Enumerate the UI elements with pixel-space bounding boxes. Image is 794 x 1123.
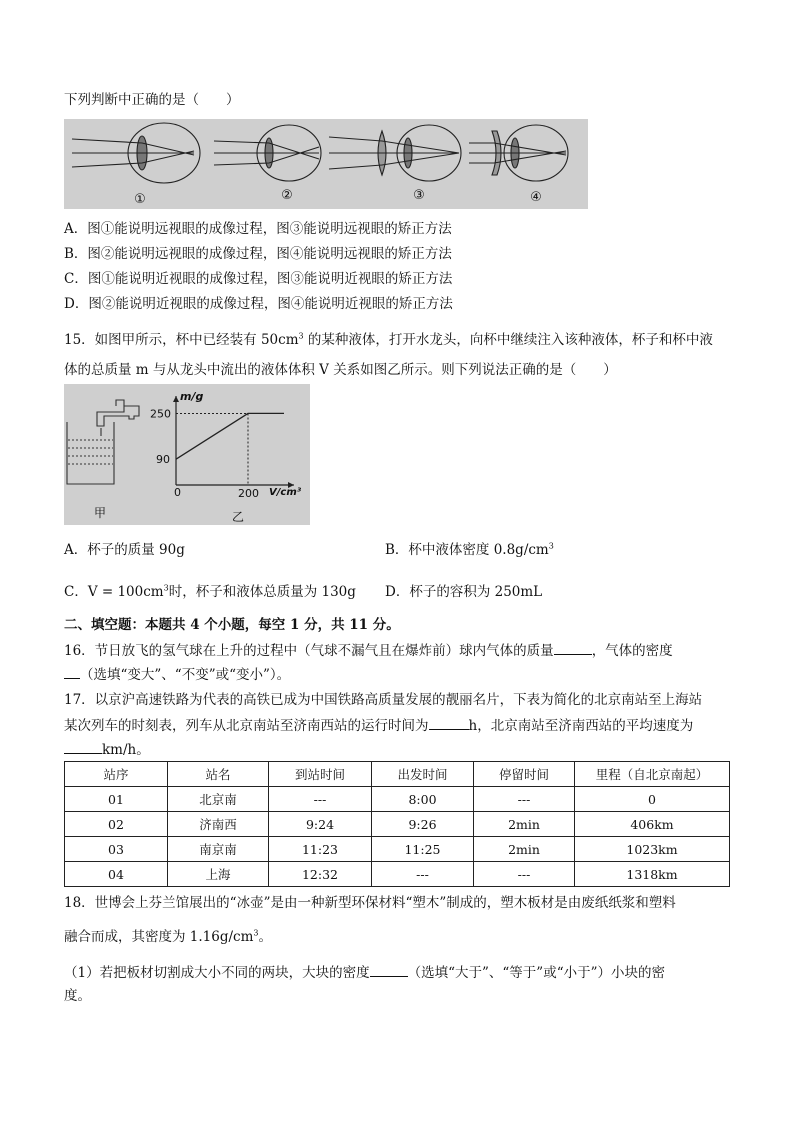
eye-diagram-svg	[64, 119, 588, 209]
label-yi: 乙	[232, 510, 245, 524]
figure-label-1: ①	[134, 192, 146, 207]
table-header: 停留时间	[474, 762, 575, 787]
table-cell: ---	[269, 787, 372, 812]
q15-option-b	[385, 541, 554, 559]
table-header: 出发时间	[372, 762, 474, 787]
x-axis-label: V/cm³	[269, 487, 302, 498]
section-2-heading: 二、填空题：本题共 4 个小题，每空 1 分，共 11 分。	[64, 617, 400, 633]
q15-option-a: A．杯子的质量 90g	[64, 542, 185, 558]
q15-figure	[64, 384, 310, 525]
y-axis-label: m/g	[180, 390, 204, 403]
table-cell: 0	[575, 787, 730, 812]
q17-blank-2[interactable]	[64, 740, 102, 754]
q15-option-d: D．杯子的容积为 250mL	[385, 584, 543, 600]
label-jia: 甲	[94, 506, 107, 520]
table-cell: 南京南	[168, 837, 269, 862]
q14-stem: 下列判断中正确的是（ ）	[64, 92, 240, 108]
q15-line1-b: 的某种液体，打开水龙头，向杯中继续注入该种液体，杯子和杯中液	[303, 332, 713, 348]
table-cell: 9:24	[269, 812, 372, 837]
q17-line-2	[64, 716, 693, 735]
q17-line2-b: h，北京南站至济南西站的平均速度为	[468, 718, 694, 734]
figure-label-4: ④	[530, 190, 542, 205]
q18-line-2	[64, 928, 272, 946]
q14-option-d: D．图②能说明近视眼的成像过程，图④能说明近视眼的矫正方法	[64, 296, 453, 312]
table-cell: 2min	[474, 812, 575, 837]
table-row	[65, 837, 730, 862]
table-header: 站名	[168, 762, 269, 787]
x-tick-label: 200	[238, 487, 259, 500]
q18-line2-b: 。	[258, 929, 272, 945]
q16-line2: （选填“变大”、“不变”或“变小”）。	[80, 667, 291, 683]
q16-line1-a: 16．节日放飞的氢气球在上升的过程中（气球不漏气且在爆炸前）球内气体的质量	[64, 643, 554, 659]
q18-line2-sup: 3	[253, 928, 259, 938]
q18-line-1: 18．世博会上芬兰馆展出的“冰壶”是由一种新型环保材料“塑木”制成的，塑木板材是由废纸纸浆和塑料	[64, 895, 676, 911]
q17-line2-a: 某次列车的时刻表，列车从北京南站至济南西站的运行时间为	[64, 718, 429, 734]
q15-option-c	[64, 583, 356, 601]
q18-line2-a: 融合而成，其密度为 1.16g/cm	[64, 929, 254, 945]
q17-blank-1[interactable]	[429, 716, 469, 730]
y-tick-label: 90	[156, 453, 170, 467]
q15-line-2: 体的总质量 m 与从龙头中流出的液体体积 V 关系如图乙所示。则下列说法正确的是（ ）	[64, 362, 617, 378]
table-cell: ---	[474, 787, 575, 812]
q16-line-2	[64, 665, 290, 684]
table-cell: 02	[65, 812, 168, 837]
table-cell: 8:00	[372, 787, 474, 812]
y-tick-label: 250	[150, 407, 171, 421]
q17-line-1: 17．以京沪高速铁路为代表的高铁已成为中国铁路高质量发展的靓丽名片，下表为简化的北京南站至上海站	[64, 692, 703, 708]
q14-option-b: B．图②能说明远视眼的成像过程，图④能说明远视眼的矫正方法	[64, 246, 452, 262]
q15-option-b-sup: 3	[548, 541, 554, 551]
q16-blank-1[interactable]	[554, 641, 592, 655]
table-cell: 1023km	[575, 837, 730, 862]
table-cell: 01	[65, 787, 168, 812]
q16-line-1	[64, 641, 673, 660]
table-header: 站序	[65, 762, 168, 787]
eye-diagram-figure	[64, 119, 588, 209]
q18-sub1-a: （1）若把板材切割成大小不同的两块，大块的密度	[64, 965, 370, 981]
q15-option-c-b: 时，杯子和液体总质量为 130g	[168, 584, 356, 600]
q15-line1-sup: 3	[298, 331, 304, 341]
table-row	[65, 812, 730, 837]
timetable	[64, 761, 730, 887]
table-row	[65, 787, 730, 812]
table-cell: 9:26	[372, 812, 474, 837]
table-cell: ---	[474, 862, 575, 887]
table-cell: ---	[372, 862, 474, 887]
table-header-row	[65, 762, 730, 787]
q17-line-3	[64, 740, 150, 759]
table-cell: 济南西	[168, 812, 269, 837]
q18-sub1-b: （选填“大于”、“等于”或“小于”）小块的密	[407, 965, 666, 981]
table-cell: 1318km	[575, 862, 730, 887]
mass-volume-graph	[64, 384, 310, 525]
q14-option-c: C．图①能说明近视眼的成像过程，图③能说明近视眼的矫正方法	[64, 271, 453, 287]
table-header: 里程（自北京南起）	[575, 762, 730, 787]
q18-sub1-line-2: 度。	[64, 988, 91, 1004]
q16-line1-b: ，气体的密度	[591, 643, 673, 659]
q17-line3: km/h。	[102, 742, 150, 758]
table-cell: 11:23	[269, 837, 372, 862]
q15-option-b-text: B．杯中液体密度 0.8g/cm	[385, 542, 549, 558]
table-cell: 03	[65, 837, 168, 862]
table-cell: 04	[65, 862, 168, 887]
figure-label-2: ②	[281, 188, 293, 203]
q18-sub1-line-1	[64, 963, 665, 982]
q15-line1-a: 15．如图甲所示，杯中已经装有 50cm	[64, 332, 299, 348]
table-cell: 2min	[474, 837, 575, 862]
q18-blank-1[interactable]	[370, 963, 408, 977]
table-cell: 11:25	[372, 837, 474, 862]
table-cell: 12:32	[269, 862, 372, 887]
q15-line-1	[64, 331, 713, 349]
table-cell: 406km	[575, 812, 730, 837]
table-row	[65, 862, 730, 887]
figure-label-3: ③	[413, 188, 425, 203]
table-cell: 上海	[168, 862, 269, 887]
q14-option-a: A．图①能说明远视眼的成像过程，图③能说明远视眼的矫正方法	[64, 221, 452, 237]
q16-blank-2[interactable]	[64, 665, 80, 679]
table-header: 到站时间	[269, 762, 372, 787]
origin-label: 0	[174, 486, 181, 499]
q15-option-c-a: C．V = 100cm	[64, 584, 164, 600]
q15-option-c-sup: 3	[163, 583, 169, 593]
table-cell: 北京南	[168, 787, 269, 812]
